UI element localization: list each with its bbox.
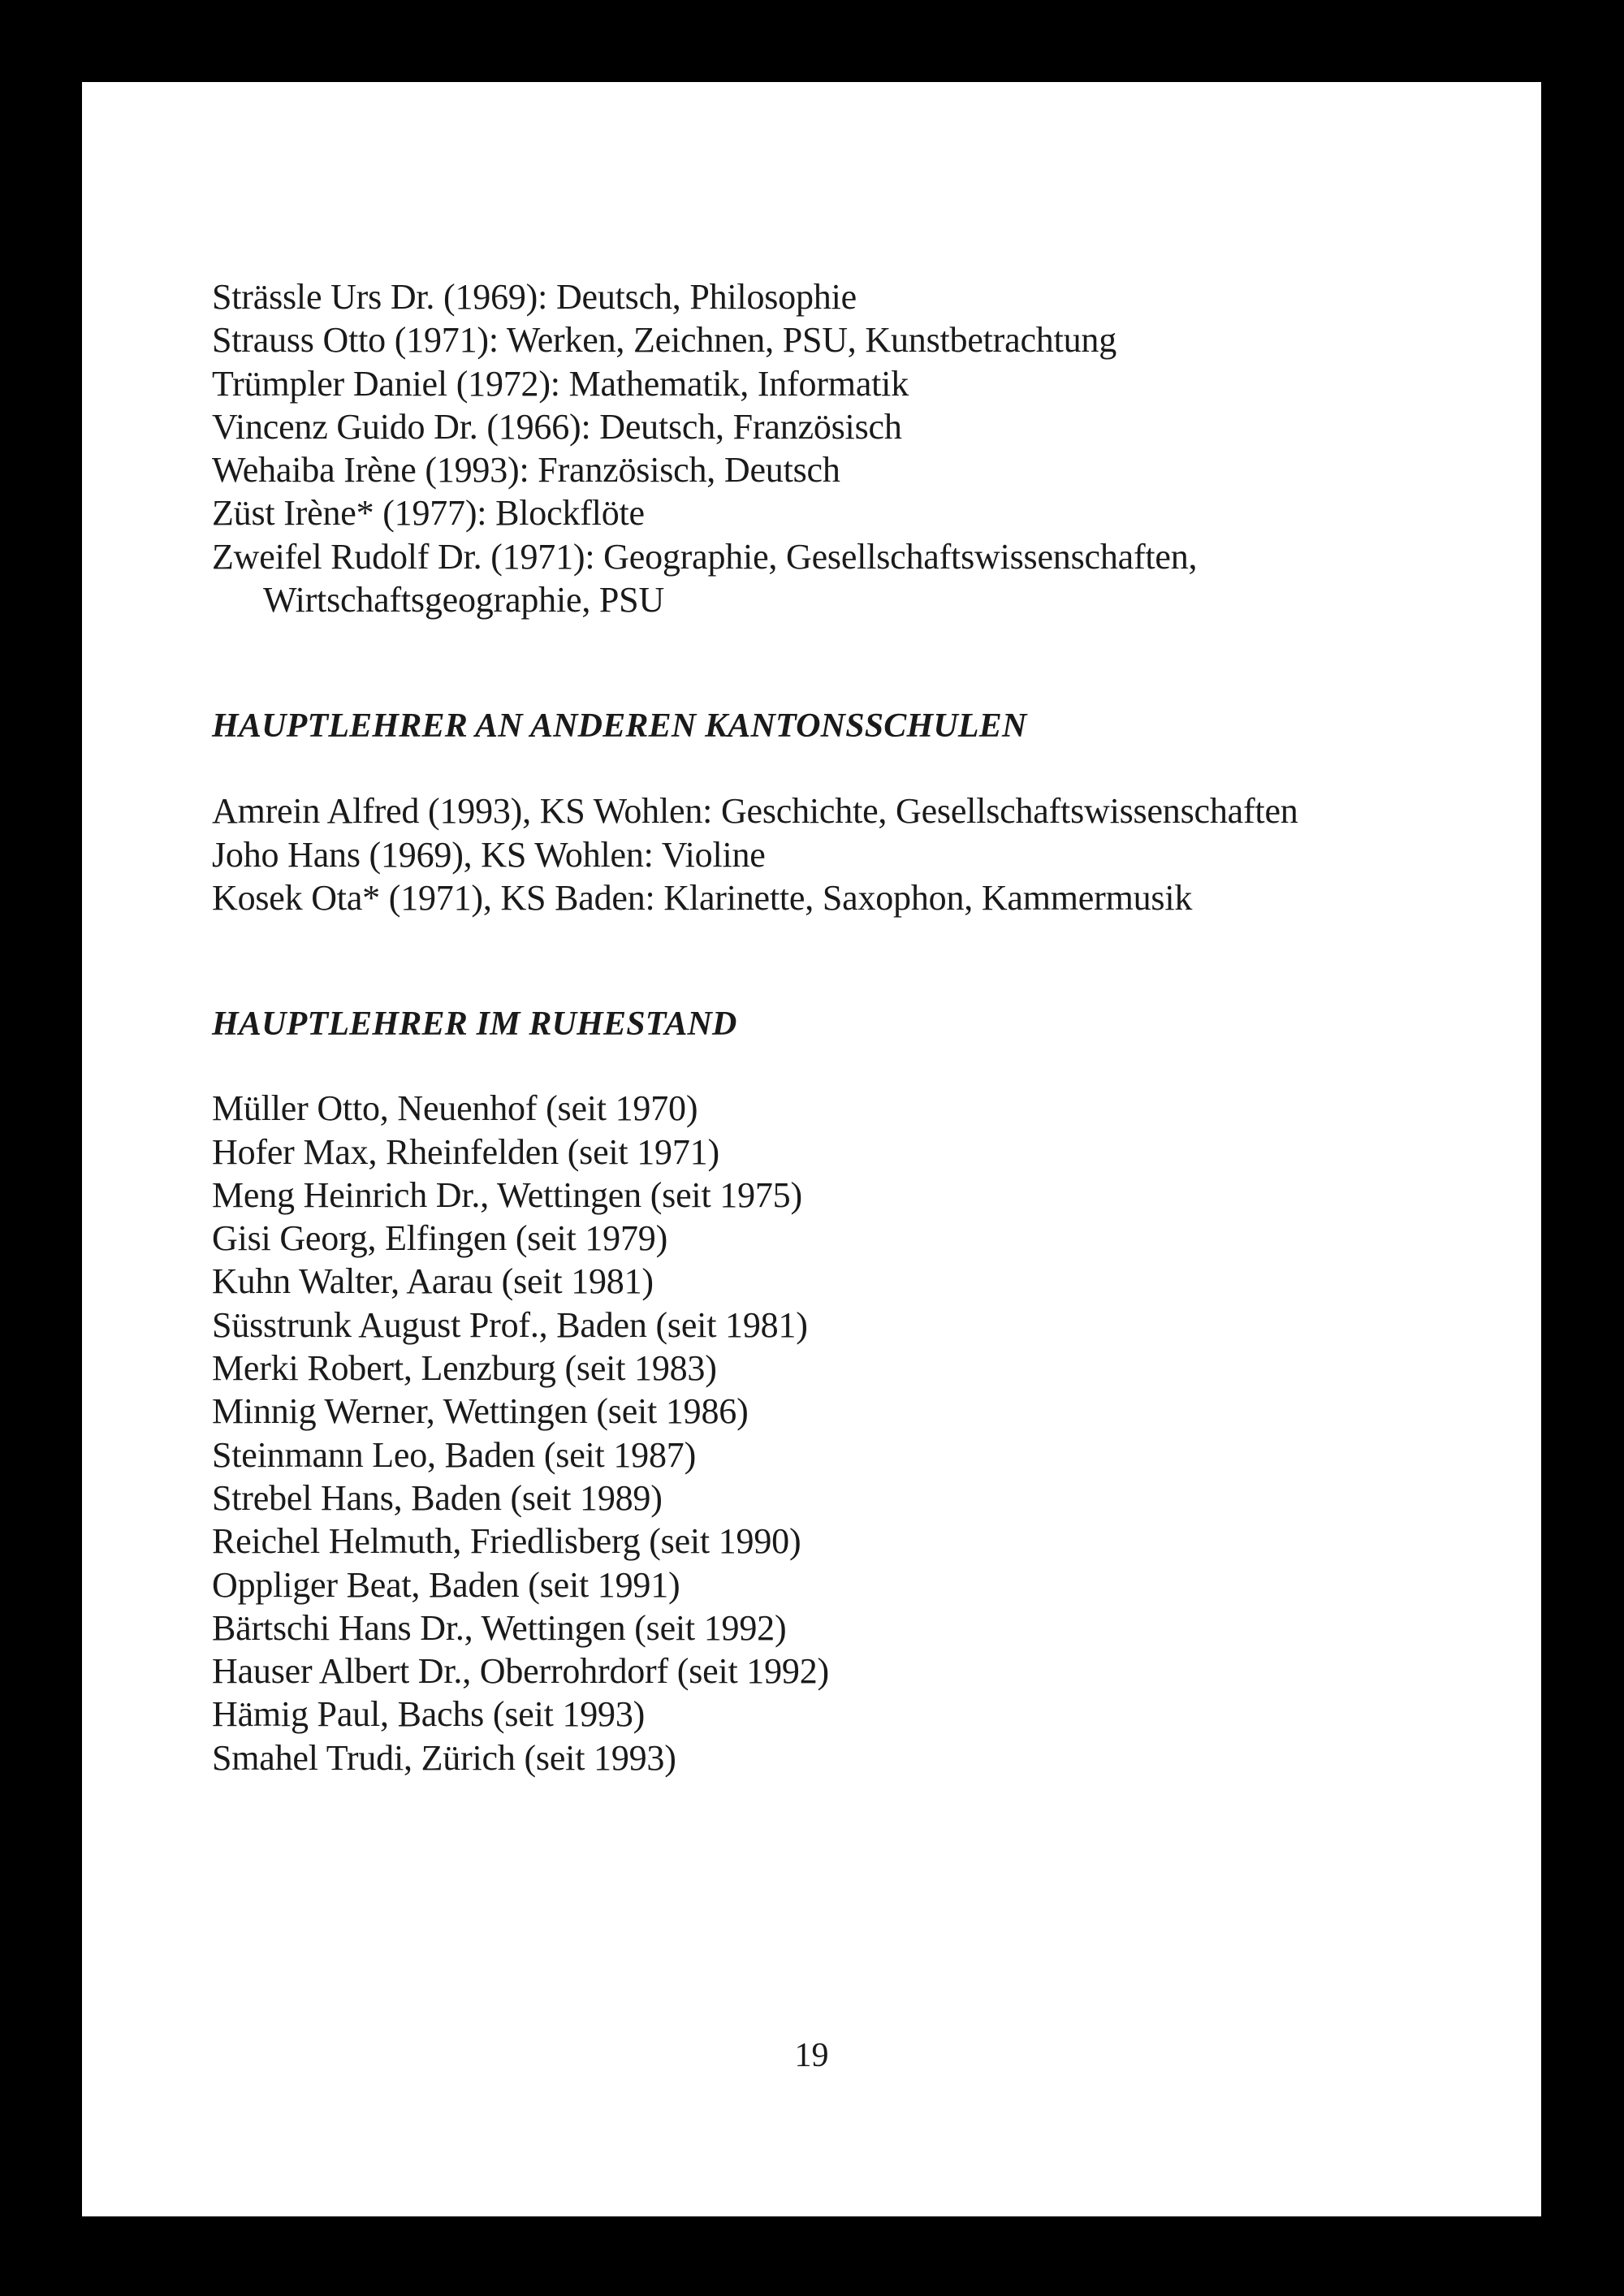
list-item: Strässle Urs Dr. (1969): Deutsch, Philosophie [212,277,857,317]
list-item: Merki Robert, Lenzburg (seit 1983) [212,1348,717,1389]
list-item: Trümpler Daniel (1972): Mathematik, Informatik [212,363,909,404]
list-item: Kuhn Walter, Aarau (seit 1981) [212,1261,654,1302]
list-item: Gisi Georg, Elfingen (seit 1979) [212,1218,668,1259]
list-item: Steinmann Leo, Baden (seit 1987) [212,1434,697,1475]
retired-list [212,1087,1511,1779]
list-item: Strebel Hans, Baden (seit 1989) [212,1477,663,1518]
list-item: Smahel Trudi, Zürich (seit 1993) [212,1737,676,1778]
other-schools-list [212,789,1511,919]
list-item: Hämig Paul, Bachs (seit 1993) [212,1694,646,1735]
list-item: Meng Heinrich Dr., Wettingen (seit 1975) [212,1174,802,1215]
list-item: Reichel Helmuth, Friedlisberg (seit 1990) [212,1521,801,1562]
list-item: Hauser Albert Dr., Oberrohrdorf (seit 1992) [212,1651,829,1692]
page-number: 19 [794,2037,829,2074]
page-content [212,275,1511,1779]
list-item: Hofer Max, Rheinfelden (seit 1971) [212,1131,719,1172]
list-item: Wehaiba Irène (1993): Französisch, Deutsch [212,450,840,491]
list-item: Strauss Otto (1971): Werken, Zeichnen, PSU, Kunstbetrachtung [212,320,1117,361]
list-item: Minnig Werner, Wettingen (seit 1986) [212,1391,749,1432]
section-heading-other-schools: HAUPTLEHRER AN ANDEREN KANTONSSCHULEN [212,707,1027,746]
teacher-list [212,275,1511,621]
list-item-continuation: Wirtschaftsgeographie, PSU [263,580,665,620]
list-item: Kosek Ota* (1971), KS Baden: Klarinette, Saxophon, Kammermusik [212,877,1193,918]
list-item: Vincenz Guido Dr. (1966): Deutsch, Französisch [212,406,902,447]
list-item: Süsstrunk August Prof., Baden (seit 1981) [212,1304,808,1345]
list-item: Müller Otto, Neuenhof (seit 1970) [212,1088,698,1129]
list-item: Züst Irène* (1977): Blockflöte [212,493,645,534]
list-item: Joho Hans (1969), KS Wohlen: Violine [212,834,766,875]
list-item: Amrein Alfred (1993), KS Wohlen: Geschichte, Gesellschaftswissenschaften [212,791,1298,832]
list-item: Bärtschi Hans Dr., Wettingen (seit 1992) [212,1607,787,1648]
list-item: Zweifel Rudolf Dr. (1971): Geographie, Gesellschaftswissenschaften, [212,536,1198,577]
list-item: Oppliger Beat, Baden (seit 1991) [212,1564,680,1605]
document-page [82,82,1541,2216]
section-heading-retired: HAUPTLEHRER IM RUHESTAND [212,1005,737,1044]
